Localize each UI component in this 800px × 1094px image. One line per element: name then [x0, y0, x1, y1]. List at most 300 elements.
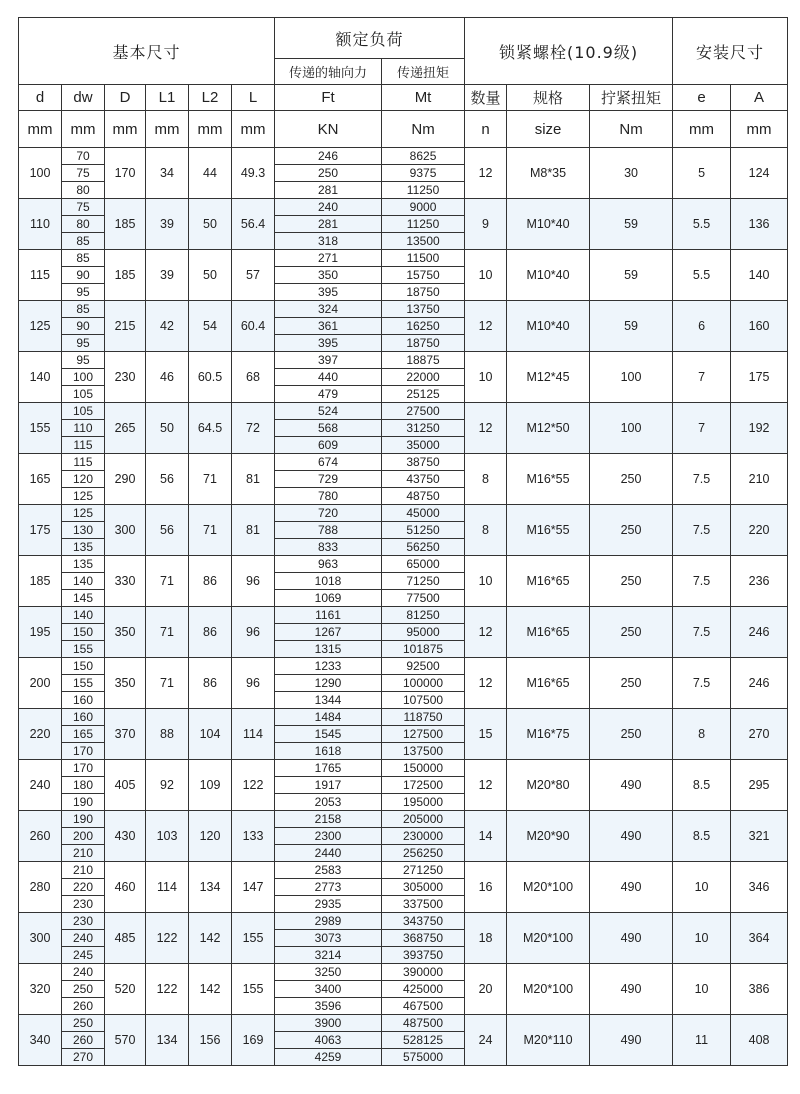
cell-L1: 122: [146, 964, 189, 1015]
cell-L1: 114: [146, 862, 189, 913]
cell-dw: 95: [62, 335, 105, 352]
cell-bolt-size: M16*55: [507, 505, 590, 556]
cell-tightening-torque: 250: [590, 709, 673, 760]
cell-dw: 85: [62, 301, 105, 318]
cell-L: 68: [232, 352, 275, 403]
cell-mt: 425000: [382, 981, 465, 998]
cell-A: 321: [731, 811, 788, 862]
cell-L1: 50: [146, 403, 189, 454]
cell-bolt-count: 20: [465, 964, 507, 1015]
cell-bolt-size: M20*100: [507, 913, 590, 964]
cell-bolt-size: M20*90: [507, 811, 590, 862]
cell-dw: 75: [62, 199, 105, 216]
cell-A: 124: [731, 148, 788, 199]
cell-L2: 71: [189, 454, 232, 505]
cell-mt: 127500: [382, 726, 465, 743]
col-header: dw: [62, 85, 105, 111]
table-row: [19, 811, 788, 828]
cell-ft: 397: [275, 352, 382, 369]
cell-D: 570: [105, 1015, 146, 1066]
cell-dw: 150: [62, 658, 105, 675]
cell-bolt-count: 8: [465, 505, 507, 556]
cell-mt: 18875: [382, 352, 465, 369]
cell-mt: 71250: [382, 573, 465, 590]
cell-L2: 156: [189, 1015, 232, 1066]
cell-L1: 46: [146, 352, 189, 403]
cell-A: 364: [731, 913, 788, 964]
group-rated-load: 额定负荷: [275, 18, 465, 59]
cell-mt: 25125: [382, 386, 465, 403]
cell-mt: 467500: [382, 998, 465, 1015]
cell-L1: 56: [146, 505, 189, 556]
cell-mt: 100000: [382, 675, 465, 692]
cell-ft: 3596: [275, 998, 382, 1015]
cell-d: 200: [19, 658, 62, 709]
cell-ft: 780: [275, 488, 382, 505]
cell-dw: 140: [62, 607, 105, 624]
unit-label: mm: [189, 111, 232, 148]
cell-L: 155: [232, 913, 275, 964]
cell-bolt-count: 12: [465, 301, 507, 352]
cell-dw: 270: [62, 1049, 105, 1066]
cell-dw: 190: [62, 811, 105, 828]
cell-mt: 107500: [382, 692, 465, 709]
cell-ft: 281: [275, 182, 382, 199]
cell-mt: 38750: [382, 454, 465, 471]
col-header: L2: [189, 85, 232, 111]
cell-dw: 240: [62, 964, 105, 981]
cell-L2: 86: [189, 607, 232, 658]
cell-D: 290: [105, 454, 146, 505]
unit-label: mm: [731, 111, 788, 148]
cell-ft: 568: [275, 420, 382, 437]
cell-D: 170: [105, 148, 146, 199]
cell-mt: 393750: [382, 947, 465, 964]
cell-mt: 65000: [382, 556, 465, 573]
cell-tightening-torque: 30: [590, 148, 673, 199]
cell-L2: 60.5: [189, 352, 232, 403]
cell-ft: 1069: [275, 590, 382, 607]
cell-e: 6: [673, 301, 731, 352]
cell-mt: 51250: [382, 522, 465, 539]
unit-label: size: [507, 111, 590, 148]
cell-dw: 200: [62, 828, 105, 845]
cell-dw: 140: [62, 573, 105, 590]
cell-mt: 11250: [382, 216, 465, 233]
cell-tightening-torque: 490: [590, 964, 673, 1015]
cell-ft: 2583: [275, 862, 382, 879]
cell-L: 96: [232, 556, 275, 607]
cell-dw: 145: [62, 590, 105, 607]
cell-dw: 90: [62, 267, 105, 284]
unit-label: Nm: [382, 111, 465, 148]
cell-tightening-torque: 490: [590, 862, 673, 913]
cell-d: 165: [19, 454, 62, 505]
cell-mt: 118750: [382, 709, 465, 726]
cell-dw: 250: [62, 1015, 105, 1032]
cell-ft: 395: [275, 335, 382, 352]
cell-bolt-count: 16: [465, 862, 507, 913]
cell-ft: 250: [275, 165, 382, 182]
cell-A: 192: [731, 403, 788, 454]
cell-dw: 100: [62, 369, 105, 386]
group-install-dimensions: 安装尺寸: [673, 18, 788, 85]
group-basic-dimensions: 基本尺寸: [19, 18, 275, 85]
cell-dw: 210: [62, 845, 105, 862]
cell-bolt-count: 10: [465, 352, 507, 403]
cell-d: 320: [19, 964, 62, 1015]
cell-ft: 788: [275, 522, 382, 539]
cell-e: 5: [673, 148, 731, 199]
cell-ft: 1618: [275, 743, 382, 760]
table-row: [19, 658, 788, 675]
cell-bolt-count: 12: [465, 607, 507, 658]
cell-bolt-count: 12: [465, 760, 507, 811]
cell-D: 300: [105, 505, 146, 556]
cell-L2: 44: [189, 148, 232, 199]
cell-dw: 125: [62, 488, 105, 505]
cell-bolt-count: 8: [465, 454, 507, 505]
cell-ft: 2300: [275, 828, 382, 845]
cell-L: 81: [232, 505, 275, 556]
cell-A: 160: [731, 301, 788, 352]
unit-label: mm: [146, 111, 189, 148]
cell-L2: 142: [189, 913, 232, 964]
cell-dw: 180: [62, 777, 105, 794]
cell-L1: 34: [146, 148, 189, 199]
cell-A: 246: [731, 607, 788, 658]
cell-bolt-count: 10: [465, 556, 507, 607]
cell-tightening-torque: 100: [590, 403, 673, 454]
cell-D: 265: [105, 403, 146, 454]
column-header-row: [19, 85, 788, 111]
cell-mt: 150000: [382, 760, 465, 777]
cell-ft: 1315: [275, 641, 382, 658]
table-row: [19, 301, 788, 318]
cell-L: 49.3: [232, 148, 275, 199]
cell-dw: 80: [62, 216, 105, 233]
cell-A: 346: [731, 862, 788, 913]
cell-L1: 71: [146, 658, 189, 709]
cell-ft: 318: [275, 233, 382, 250]
cell-mt: 11500: [382, 250, 465, 267]
cell-bolt-size: M12*45: [507, 352, 590, 403]
cell-L1: 56: [146, 454, 189, 505]
cell-L1: 71: [146, 556, 189, 607]
cell-ft: 609: [275, 437, 382, 454]
cell-ft: 4063: [275, 1032, 382, 1049]
cell-A: 408: [731, 1015, 788, 1066]
cell-A: 175: [731, 352, 788, 403]
cell-e: 7: [673, 403, 731, 454]
cell-mt: 81250: [382, 607, 465, 624]
cell-L2: 71: [189, 505, 232, 556]
unit-label: mm: [232, 111, 275, 148]
cell-d: 115: [19, 250, 62, 301]
cell-mt: 15750: [382, 267, 465, 284]
cell-dw: 160: [62, 709, 105, 726]
cell-A: 295: [731, 760, 788, 811]
cell-dw: 155: [62, 675, 105, 692]
cell-D: 460: [105, 862, 146, 913]
cell-tightening-torque: 250: [590, 454, 673, 505]
cell-L2: 120: [189, 811, 232, 862]
cell-mt: 77500: [382, 590, 465, 607]
cell-d: 185: [19, 556, 62, 607]
cell-d: 340: [19, 1015, 62, 1066]
cell-dw: 245: [62, 947, 105, 964]
cell-L: 72: [232, 403, 275, 454]
cell-ft: 1267: [275, 624, 382, 641]
cell-mt: 230000: [382, 828, 465, 845]
cell-dw: 170: [62, 743, 105, 760]
cell-mt: 271250: [382, 862, 465, 879]
table-row: [19, 505, 788, 522]
col-header: e: [673, 85, 731, 111]
cell-mt: 137500: [382, 743, 465, 760]
col-header: Mt: [382, 85, 465, 111]
cell-mt: 35000: [382, 437, 465, 454]
cell-mt: 95000: [382, 624, 465, 641]
cell-L2: 142: [189, 964, 232, 1015]
col-header: L: [232, 85, 275, 111]
cell-L: 56.4: [232, 199, 275, 250]
cell-bolt-count: 10: [465, 250, 507, 301]
table-row: [19, 862, 788, 879]
cell-mt: 343750: [382, 913, 465, 930]
cell-ft: 3900: [275, 1015, 382, 1032]
cell-dw: 230: [62, 913, 105, 930]
unit-label: mm: [105, 111, 146, 148]
table-row: [19, 199, 788, 216]
cell-tightening-torque: 100: [590, 352, 673, 403]
cell-tightening-torque: 250: [590, 658, 673, 709]
cell-bolt-count: 18: [465, 913, 507, 964]
col-header: D: [105, 85, 146, 111]
cell-ft: 3250: [275, 964, 382, 981]
unit-label: mm: [19, 111, 62, 148]
cell-ft: 271: [275, 250, 382, 267]
cell-A: 270: [731, 709, 788, 760]
cell-bolt-size: M16*65: [507, 556, 590, 607]
cell-dw: 150: [62, 624, 105, 641]
cell-e: 7: [673, 352, 731, 403]
cell-bolt-size: M10*40: [507, 199, 590, 250]
cell-dw: 80: [62, 182, 105, 199]
cell-L2: 54: [189, 301, 232, 352]
cell-dw: 170: [62, 760, 105, 777]
cell-e: 10: [673, 862, 731, 913]
cell-dw: 260: [62, 998, 105, 1015]
unit-label: n: [465, 111, 507, 148]
cell-mt: 487500: [382, 1015, 465, 1032]
cell-mt: 101875: [382, 641, 465, 658]
cell-dw: 230: [62, 896, 105, 913]
cell-ft: 2935: [275, 896, 382, 913]
cell-ft: 479: [275, 386, 382, 403]
unit-row: [19, 111, 788, 148]
cell-L: 96: [232, 607, 275, 658]
table-row: [19, 964, 788, 981]
cell-e: 7.5: [673, 607, 731, 658]
cell-tightening-torque: 59: [590, 199, 673, 250]
cell-L1: 42: [146, 301, 189, 352]
cell-L2: 86: [189, 658, 232, 709]
cell-ft: 2773: [275, 879, 382, 896]
cell-mt: 305000: [382, 879, 465, 896]
cell-L1: 122: [146, 913, 189, 964]
cell-ft: 1484: [275, 709, 382, 726]
cell-ft: 3400: [275, 981, 382, 998]
cell-L: 155: [232, 964, 275, 1015]
cell-ft: 1917: [275, 777, 382, 794]
cell-mt: 45000: [382, 505, 465, 522]
cell-d: 110: [19, 199, 62, 250]
table-row: [19, 709, 788, 726]
cell-e: 7.5: [673, 505, 731, 556]
cell-bolt-size: M16*65: [507, 607, 590, 658]
table-row: [19, 250, 788, 267]
cell-mt: 172500: [382, 777, 465, 794]
cell-mt: 18750: [382, 335, 465, 352]
cell-dw: 190: [62, 794, 105, 811]
cell-L1: 39: [146, 199, 189, 250]
cell-ft: 281: [275, 216, 382, 233]
sub-axial-force: 传递的轴向力: [275, 59, 382, 85]
cell-mt: 528125: [382, 1032, 465, 1049]
unit-label: mm: [62, 111, 105, 148]
cell-D: 350: [105, 658, 146, 709]
cell-dw: 210: [62, 862, 105, 879]
cell-A: 140: [731, 250, 788, 301]
cell-dw: 130: [62, 522, 105, 539]
col-header: 数量: [465, 85, 507, 111]
cell-dw: 135: [62, 539, 105, 556]
cell-d: 140: [19, 352, 62, 403]
table-row: [19, 148, 788, 165]
cell-dw: 165: [62, 726, 105, 743]
cell-e: 7.5: [673, 556, 731, 607]
cell-L2: 109: [189, 760, 232, 811]
col-header: Ft: [275, 85, 382, 111]
cell-D: 405: [105, 760, 146, 811]
cell-ft: 2158: [275, 811, 382, 828]
cell-d: 260: [19, 811, 62, 862]
cell-dw: 85: [62, 250, 105, 267]
cell-D: 430: [105, 811, 146, 862]
cell-L: 169: [232, 1015, 275, 1066]
cell-tightening-torque: 490: [590, 913, 673, 964]
table-row: [19, 403, 788, 420]
cell-tightening-torque: 490: [590, 811, 673, 862]
cell-bolt-size: M20*110: [507, 1015, 590, 1066]
cell-D: 230: [105, 352, 146, 403]
cell-ft: 3073: [275, 930, 382, 947]
cell-L2: 50: [189, 250, 232, 301]
cell-bolt-count: 12: [465, 148, 507, 199]
cell-L1: 88: [146, 709, 189, 760]
cell-dw: 115: [62, 454, 105, 471]
cell-d: 240: [19, 760, 62, 811]
cell-bolt-count: 15: [465, 709, 507, 760]
cell-mt: 18750: [382, 284, 465, 301]
cell-d: 100: [19, 148, 62, 199]
cell-bolt-size: M8*35: [507, 148, 590, 199]
cell-dw: 260: [62, 1032, 105, 1049]
cell-ft: 3214: [275, 947, 382, 964]
cell-dw: 155: [62, 641, 105, 658]
cell-L1: 39: [146, 250, 189, 301]
cell-ft: 720: [275, 505, 382, 522]
cell-tightening-torque: 59: [590, 250, 673, 301]
cell-ft: 2440: [275, 845, 382, 862]
cell-L2: 86: [189, 556, 232, 607]
cell-ft: 395: [275, 284, 382, 301]
cell-L2: 104: [189, 709, 232, 760]
cell-ft: 1765: [275, 760, 382, 777]
cell-ft: 524: [275, 403, 382, 420]
cell-D: 185: [105, 199, 146, 250]
cell-ft: 4259: [275, 1049, 382, 1066]
cell-e: 10: [673, 964, 731, 1015]
cell-tightening-torque: 250: [590, 505, 673, 556]
cell-L: 147: [232, 862, 275, 913]
cell-dw: 90: [62, 318, 105, 335]
table-header: [19, 18, 788, 148]
cell-ft: 1018: [275, 573, 382, 590]
cell-L1: 92: [146, 760, 189, 811]
cell-e: 10: [673, 913, 731, 964]
cell-ft: 361: [275, 318, 382, 335]
cell-L1: 134: [146, 1015, 189, 1066]
cell-dw: 95: [62, 284, 105, 301]
cell-L: 81: [232, 454, 275, 505]
cell-mt: 9000: [382, 199, 465, 216]
cell-D: 485: [105, 913, 146, 964]
cell-ft: 833: [275, 539, 382, 556]
cell-ft: 440: [275, 369, 382, 386]
cell-L: 114: [232, 709, 275, 760]
cell-dw: 120: [62, 471, 105, 488]
cell-bolt-size: M16*75: [507, 709, 590, 760]
cell-dw: 75: [62, 165, 105, 182]
cell-bolt-size: M20*100: [507, 964, 590, 1015]
cell-D: 350: [105, 607, 146, 658]
table-row: [19, 556, 788, 573]
cell-mt: 27500: [382, 403, 465, 420]
unit-label: Nm: [590, 111, 673, 148]
cell-L: 96: [232, 658, 275, 709]
cell-ft: 350: [275, 267, 382, 284]
cell-mt: 256250: [382, 845, 465, 862]
table-row: [19, 607, 788, 624]
cell-D: 370: [105, 709, 146, 760]
cell-ft: 2989: [275, 913, 382, 930]
cell-bolt-size: M20*100: [507, 862, 590, 913]
cell-mt: 92500: [382, 658, 465, 675]
cell-bolt-size: M16*55: [507, 454, 590, 505]
cell-A: 210: [731, 454, 788, 505]
cell-ft: 2053: [275, 794, 382, 811]
cell-A: 220: [731, 505, 788, 556]
cell-d: 300: [19, 913, 62, 964]
unit-label: KN: [275, 111, 382, 148]
table-body: [19, 148, 788, 1066]
cell-D: 330: [105, 556, 146, 607]
cell-L: 122: [232, 760, 275, 811]
cell-d: 280: [19, 862, 62, 913]
spec-table: [18, 17, 788, 1066]
